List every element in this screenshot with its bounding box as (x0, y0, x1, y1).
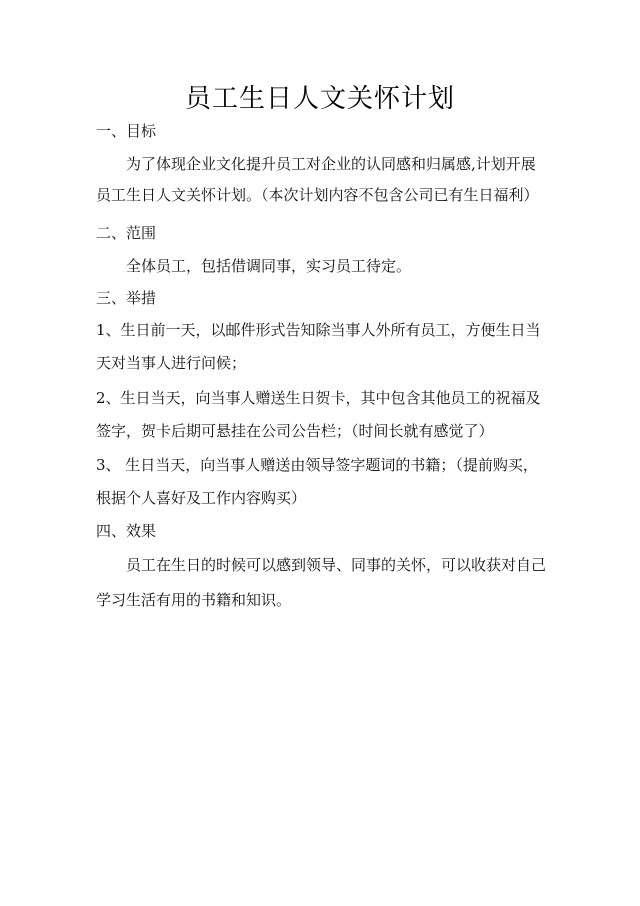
paragraph-line: 为了体现企业文化提升员工对企业的认同感和归属感,计划开展 (126, 155, 536, 173)
paragraph-line: 全体员工，包括借调同事，实习员工待定。 (126, 257, 412, 275)
document-title: 员工生日人文关怀计划 (184, 84, 455, 114)
list-item-line: 2、生日当天，向当事人赠送生日贺卡，其中包含其他员工的祝福及 (96, 389, 541, 407)
paragraph-line: 学习生活有用的书籍和知识。 (96, 591, 292, 609)
list-item-line: 3、 生日当天，向当事人赠送由领导签字题词的书籍；（提前购买， (96, 456, 538, 474)
list-item-line: 根据个人喜好及工作内容购买） (96, 489, 307, 507)
paragraph-line: 员工在生日的时候可以感到领导、同事的关怀，可以收获对自己 (126, 556, 547, 574)
section-heading-scope: 二、范围 (96, 224, 157, 242)
paragraph-line: 员工生日人文关怀计划。（本次计划内容不包含公司已有生日福利） (96, 186, 539, 204)
section-heading-measures: 三、举措 (96, 289, 157, 307)
list-item-line: 1、生日前一天，以邮件形式告知除当事人外所有员工，方便生日当 (96, 321, 541, 339)
section-heading-goal: 一、目标 (96, 122, 157, 140)
section-heading-effect: 四、效果 (96, 522, 157, 540)
list-item-line: 天对当事人进行问候； (96, 354, 247, 372)
list-item-line: 签字，贺卡后期可悬挂在公司公告栏；（时间长就有感觉了） (96, 422, 494, 440)
